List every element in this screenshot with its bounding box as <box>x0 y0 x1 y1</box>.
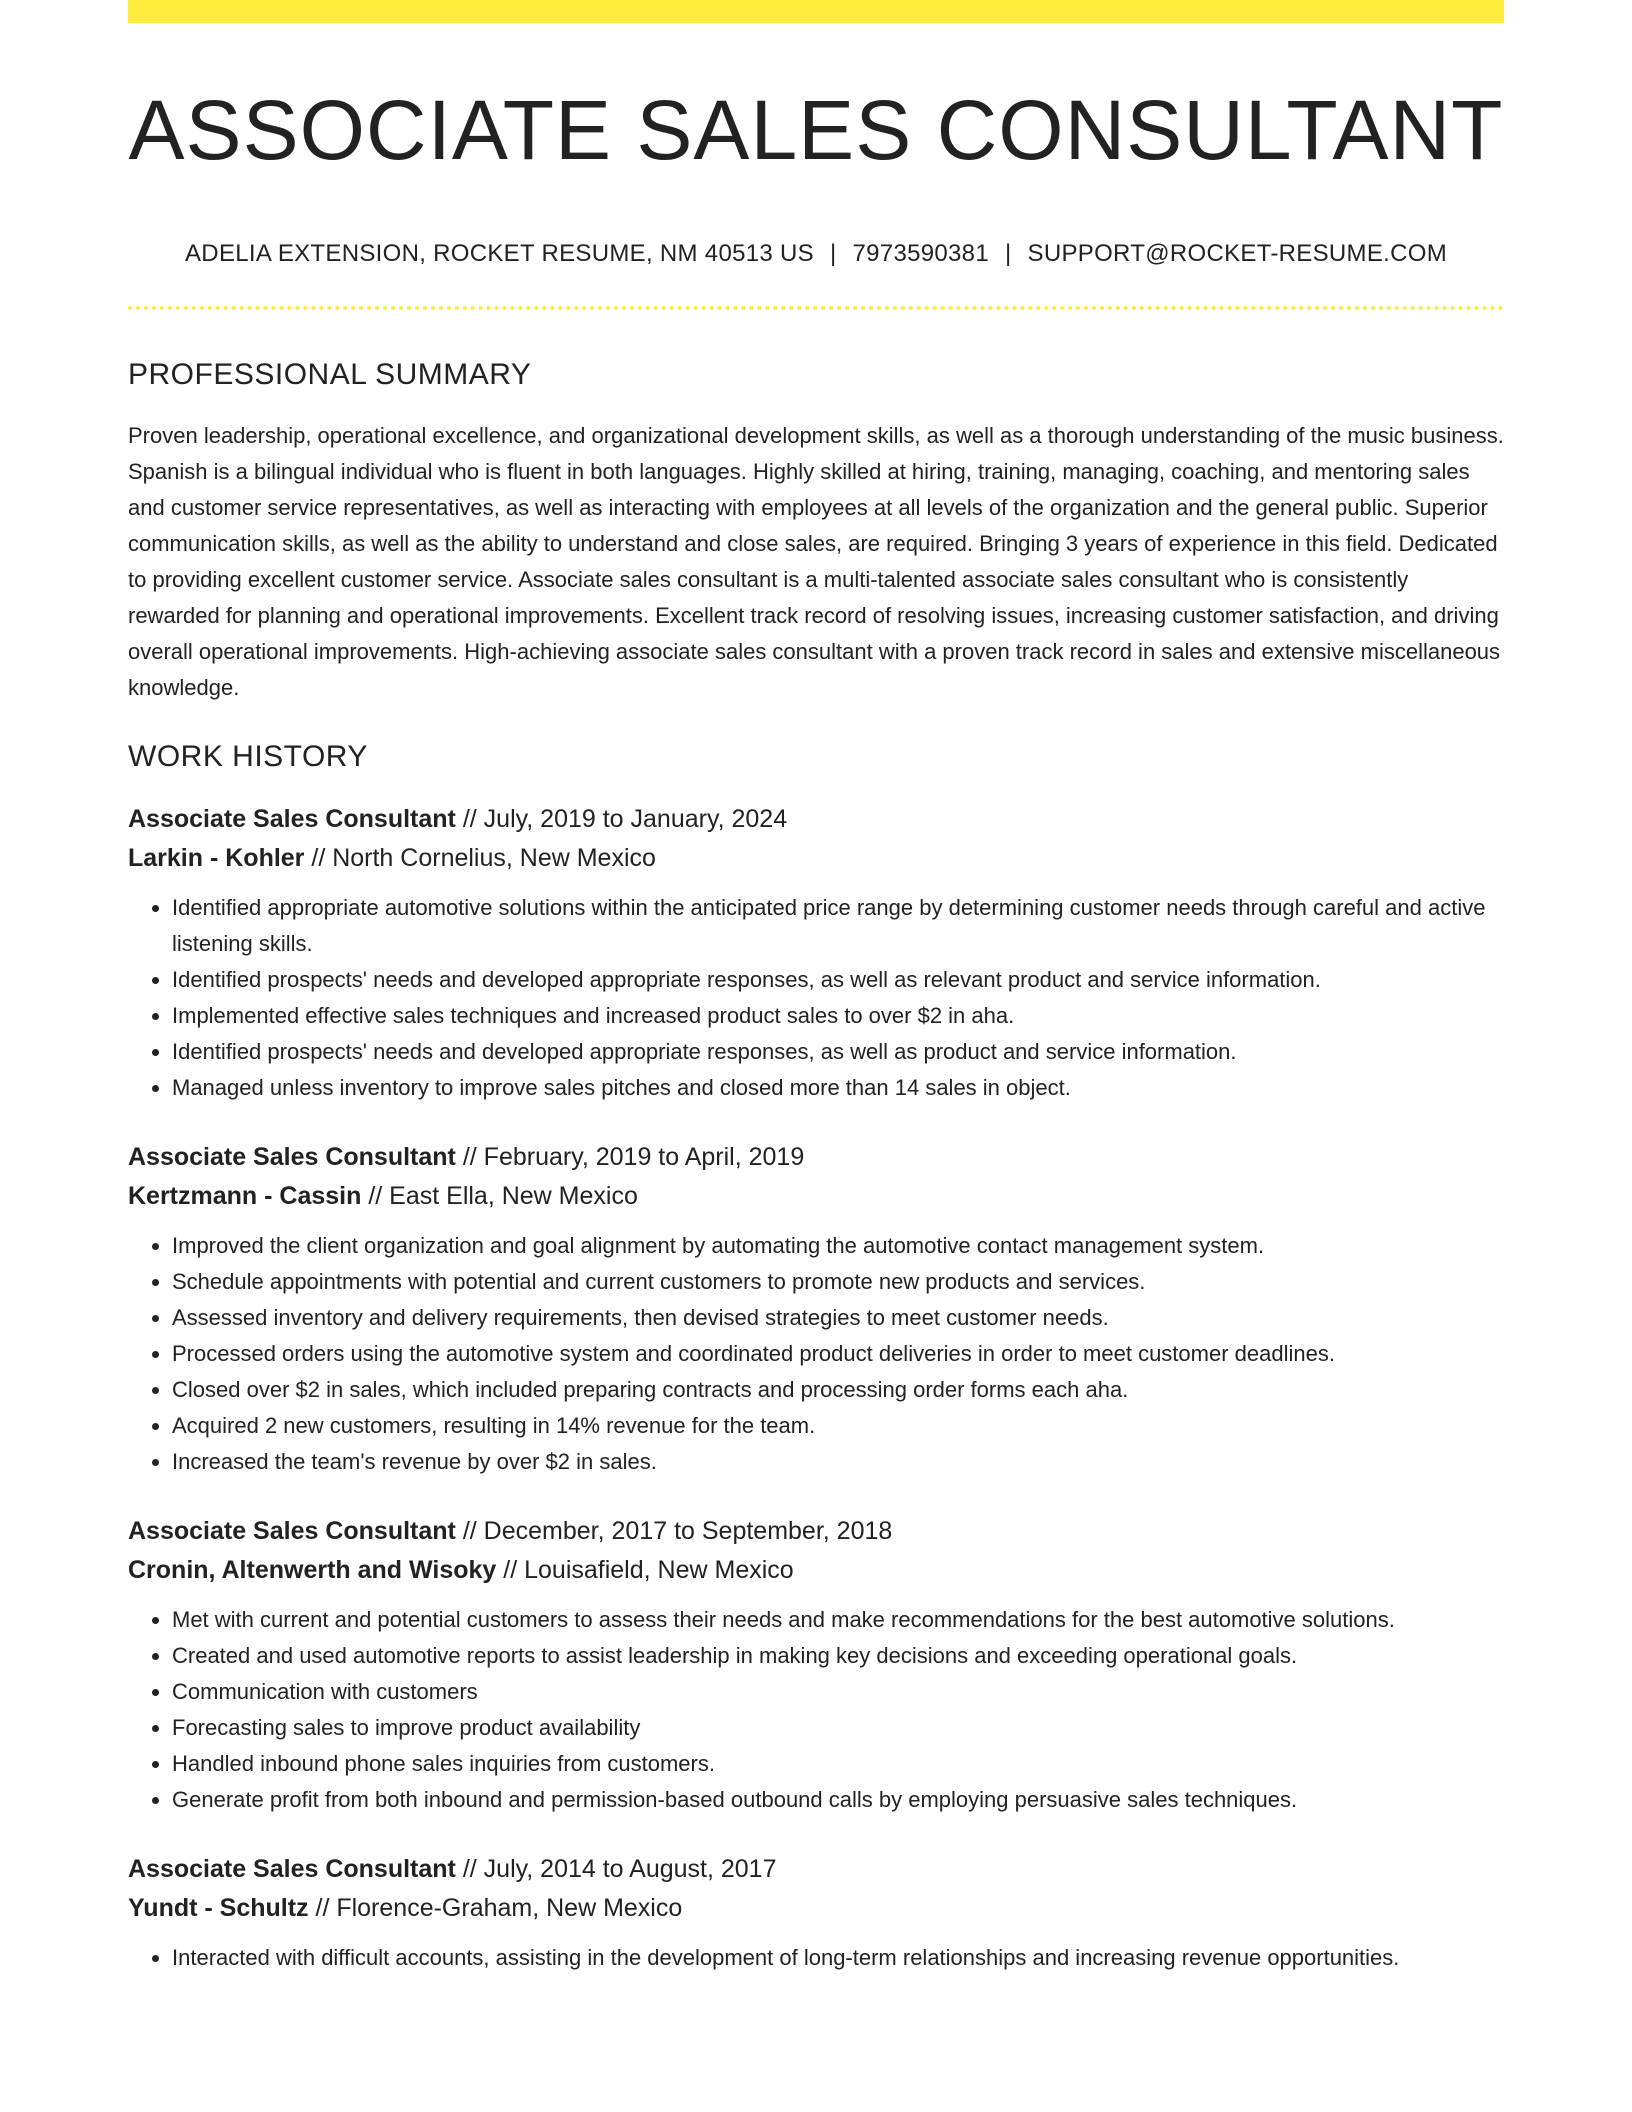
contact-line <box>128 236 1504 272</box>
work-history-heading: WORK HISTORY <box>128 740 368 773</box>
job-bullet: • Closed over $2 in sales, which included preparing contracts and processing order forms each aha. <box>172 1372 1504 1408</box>
job-bullet: • Identified prospects' needs and developed appropriate responses, as well as product and service information. <box>172 1034 1504 1070</box>
job-bullet: • Assessed inventory and delivery requirements, then devised strategies to meet customer needs. <box>172 1300 1504 1336</box>
contact-phone: 7973590381 <box>852 240 989 267</box>
job-bullet: • Communication with customers <box>172 1674 1504 1710</box>
job-entry <box>128 1512 1504 1818</box>
job-title-line <box>128 800 1504 839</box>
job-title: Associate Sales Consultant <box>128 805 456 833</box>
job-company: Cronin, Altenwerth and Wisoky <box>128 1556 497 1584</box>
job-bullet: • Forecasting sales to improve product availability <box>172 1710 1504 1746</box>
job-bullets <box>128 1228 1504 1480</box>
job-company: Yundt - Schultz <box>128 1894 309 1922</box>
job-entry <box>128 1138 1504 1480</box>
job-title-line <box>128 1850 1504 1889</box>
job-location: // Louisafield, New Mexico <box>496 1556 794 1584</box>
job-bullet: • Generate profit from both inbound and permission-based outbound calls by employing persuasive sales techniques. <box>172 1782 1504 1818</box>
job-bullet: • Interacted with difficult accounts, assisting in the development of long-term relationships and increasing revenue opportunities. <box>172 1940 1504 1976</box>
resume-title: ASSOCIATE SALES CONSULTANT <box>128 83 1504 177</box>
job-bullet: • Managed unless inventory to improve sales pitches and closed more than 14 sales in object. <box>172 1070 1504 1106</box>
job-entry <box>128 1850 1504 1976</box>
job-title-line <box>128 1512 1504 1551</box>
job-bullet: • Identified prospects' needs and developed appropriate responses, as well as relevant product and service information. <box>172 962 1504 998</box>
job-entry <box>128 800 1504 1106</box>
job-bullets <box>128 1940 1504 1976</box>
resume-body <box>128 354 1504 2008</box>
job-company-line <box>128 1551 1504 1590</box>
job-title-line <box>128 1138 1504 1177</box>
contact-address: ADELIA EXTENSION, ROCKET RESUME, NM 40513 US <box>185 240 814 267</box>
job-bullet: • Implemented effective sales techniques and increased product sales to over $2 in aha. <box>172 998 1504 1034</box>
job-dates: // July, 2014 to August, 2017 <box>455 1855 777 1883</box>
contact-separator: | <box>829 240 837 267</box>
job-title: Associate Sales Consultant <box>128 1517 456 1545</box>
job-dates: // July, 2019 to January, 2024 <box>455 805 788 833</box>
job-company: Larkin - Kohler <box>128 844 305 872</box>
job-bullet: • Schedule appointments with potential and current customers to promote new products and services. <box>172 1264 1504 1300</box>
job-company: Kertzmann - Cassin <box>128 1182 362 1210</box>
job-title: Associate Sales Consultant <box>128 1143 456 1171</box>
job-company-line <box>128 839 1504 878</box>
job-title: Associate Sales Consultant <box>128 1855 456 1883</box>
job-dates: // December, 2017 to September, 2018 <box>455 1517 893 1545</box>
job-location: // East Ella, New Mexico <box>361 1182 638 1210</box>
job-bullet: • Met with current and potential customers to assess their needs and make recommendations for the best automotive solutions. <box>172 1602 1504 1638</box>
job-bullets <box>128 1602 1504 1818</box>
contact-separator: | <box>1004 240 1012 267</box>
dotted-divider <box>128 306 1504 310</box>
summary-heading: PROFESSIONAL SUMMARY <box>128 358 532 391</box>
job-location: // North Cornelius, New Mexico <box>304 844 656 872</box>
job-bullet: • Improved the client organization and goal alignment by automating the automotive contact management system. <box>172 1228 1504 1264</box>
job-bullet: • Acquired 2 new customers, resulting in 14% revenue for the team. <box>172 1408 1504 1444</box>
job-dates: // February, 2019 to April, 2019 <box>455 1143 805 1171</box>
job-bullets <box>128 890 1504 1106</box>
job-bullet: • Identified appropriate automotive solutions within the anticipated price range by determining customer needs through careful and active listening skills. <box>172 890 1504 962</box>
accent-top-bar <box>128 0 1504 23</box>
job-bullet: • Created and used automotive reports to assist leadership in making key decisions and exceeding operational goals. <box>172 1638 1504 1674</box>
job-company-line <box>128 1177 1504 1216</box>
job-company-line <box>128 1889 1504 1928</box>
job-bullet: • Processed orders using the automotive system and coordinated product deliveries in order to meet customer deadlines. <box>172 1336 1504 1372</box>
summary-text: Proven leadership, operational excellence, and organizational development skills, as well as a thorough understanding of the music business. Spanish is a bilingual individual who is fluent in both languages. Highly skilled at hiring, training, managing, coaching, and mentoring sales and customer service representatives, as well as interacting with employees at all levels of the organization and the general public. Superior communication skills, as well as the ability to understand and close sales, are required. Bringing 3 years of experience in this field. Dedicated to providing excellent customer service. Associate sales consultant is a multi-talented associate sales consultant who is consistently rewarded for planning and operational improvements. Excellent track record of resolving issues, increasing customer satisfaction, and driving overall operational improvements. High-achieving associate sales consultant with a proven track record in sales and extensive miscellaneous knowledge. <box>128 423 1504 700</box>
job-bullet: • Handled inbound phone sales inquiries from customers. <box>172 1746 1504 1782</box>
job-location: // Florence-Graham, New Mexico <box>308 1894 683 1922</box>
contact-email[interactable]: SUPPORT@ROCKET-RESUME.COM <box>1027 240 1447 267</box>
job-bullet: • Increased the team's revenue by over $2 in sales. <box>172 1444 1504 1480</box>
